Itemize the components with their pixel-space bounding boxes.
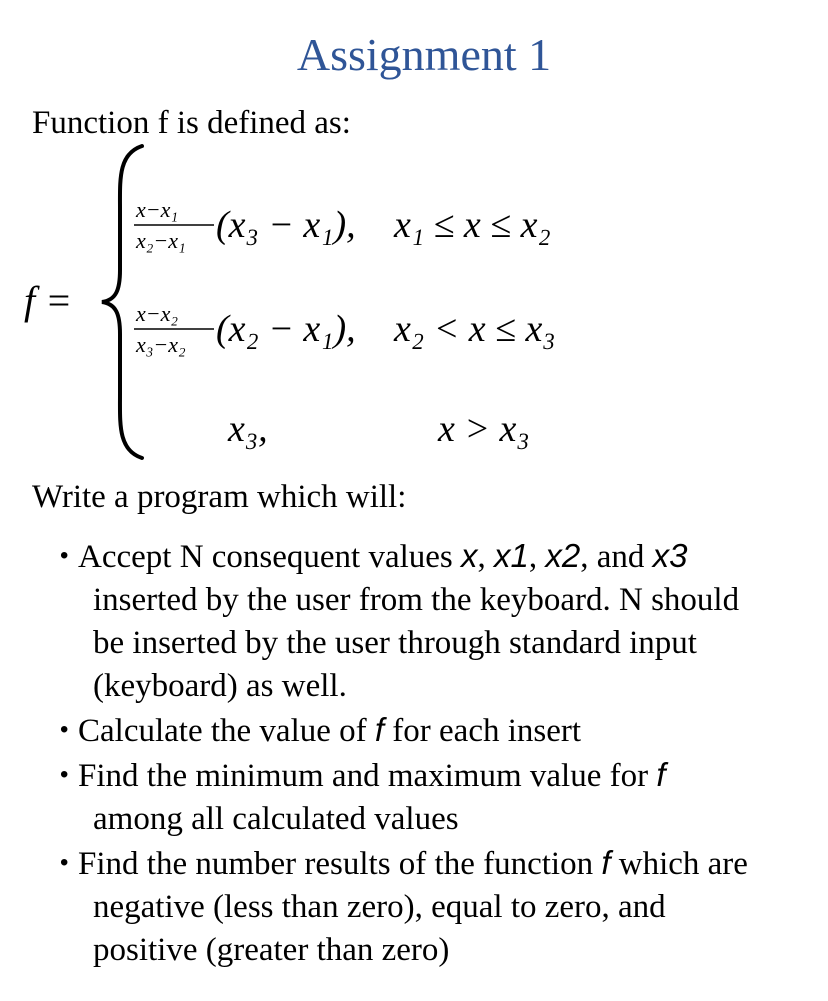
list-item: [60, 753, 808, 841]
bullet-icon: •: [60, 716, 69, 743]
bullet-icon: •: [60, 761, 69, 788]
function-intro: Function f is defined as:: [32, 105, 351, 141]
case1-coef-den: x₂−x₁: [136, 228, 186, 253]
assignment-title: Assignment 1: [296, 29, 552, 80]
bullet1-line4: (keyboard) as well.: [93, 668, 347, 704]
var-f: f: [656, 756, 666, 793]
case1-factor: (x₃ − x₁),: [216, 204, 356, 246]
var-x2: x2: [545, 537, 581, 574]
var-f: f: [374, 711, 385, 748]
requirements-list: [60, 534, 808, 972]
piecewise-formula: [20, 140, 660, 465]
bullet1-line1: Accept N consequent values x, x1, x2, and x3: [78, 537, 688, 575]
program-prompt: Write a program which will:: [32, 479, 407, 515]
bullet4-line2: negative (less than zero), equal to zero, and: [93, 889, 666, 925]
var-x: x: [461, 537, 478, 574]
bullet3-line1: Find the minimum and maximum value for f: [78, 756, 666, 794]
bullet4-line1: Find the number results of the function f which are: [78, 844, 748, 882]
list-item: [60, 708, 808, 753]
case3-condition: x > x₃: [438, 408, 530, 450]
bullet1-line2: inserted by the user from the keyboard. N should: [93, 582, 740, 618]
case2-coef-den: x₃−x₂: [136, 332, 186, 357]
var-x3: x3: [652, 537, 688, 574]
bullet3-line2: among all calculated values: [93, 801, 459, 837]
case1-coef-num: x−x₁: [136, 197, 179, 222]
bullet1-line3: be inserted by the user through standard input: [93, 625, 697, 661]
list-item: [60, 841, 808, 972]
case2-coef-num: x−x₂: [136, 301, 179, 326]
list-item: [60, 534, 808, 708]
var-f: f: [601, 844, 611, 881]
formula-lhs: f =: [24, 278, 73, 323]
case2-condition: x₂ < x ≤ x₃: [394, 308, 556, 350]
bullet2-line1: Calculate the value of f for each insert: [78, 711, 582, 749]
case3-value: x₃,: [228, 408, 268, 450]
case1-condition: x₁ ≤ x ≤ x₂: [394, 204, 551, 246]
case2-factor: (x₂ − x₁),: [216, 308, 356, 350]
bullet-icon: •: [60, 849, 69, 876]
bullet-icon: •: [60, 542, 69, 569]
var-x1: x1: [494, 537, 529, 574]
bullet4-line3: positive (greater than zero): [93, 932, 450, 968]
